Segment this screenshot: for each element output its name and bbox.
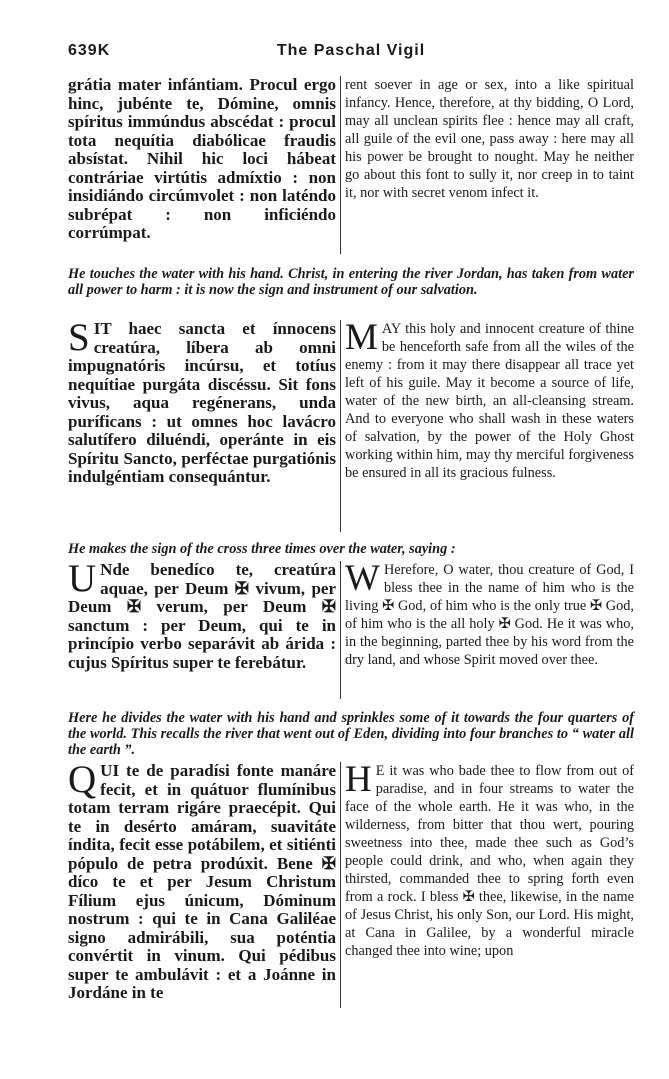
latin-text [68,557,336,672]
latin-body: Nde benedíco te, creatúra aquae, per Deum ✠ vivum, per Deum ✠ verum, per Deum ✠ sanctum : per Deum, qui te in princípio verbo separávit ab árida : cujus Spíritus super te ferebátur. [68,560,336,672]
english-body: AY this holy and innocent creature of thine be henceforth safe from all the wiles of the enemy : from it may there disappear all trace yet left of his guile. May it become a source of life, water of the new birth, an all-cleansing stream. And to everyone who shall wash in these waters of salvation, by the power of the Holy Ghost working within him, may thy merciful forgiveness be ensured in all its gracious fulness. [345,321,634,481]
column-divider [340,762,341,1008]
english-body: Herefore, O water, thou creature of God, I bless thee in the name of him who is the living ✠ God, of him who is the only true ✠ God, of him who is the all holy ✠ God. He it was who, in the beginning, parted thee by his word from the dry land, and whose Spirit moved over thee. [345,562,634,668]
english-text [345,317,634,482]
rubric-sign-of-cross: He makes the sign of the cross three times over the water, saying : [68,541,456,557]
column-divider [340,76,341,254]
section-qui-te-de-paradisi [68,758,634,1010]
page-title: The Paschal Vigil [276,42,426,59]
drop-cap: U [68,557,97,600]
latin-text [68,316,336,487]
english-text: rent soever in age or sex, into a like spiritual infancy. Hence, therefore, at thy bidding, O Lord, may all unclean spirits flee : hence may all craft, all guile of the evil one, pass away : here may all his power be brought to nought. May he neither go about this font to sully it, nor creep in to taint it, nor with secret venom infect it. [345,77,634,201]
page-header [68,42,634,64]
latin-body: IT haec sancta et ínnocens creatúra, líbera ab omni impugnatóris incúrsu, et totíus nequítiae purgáta discéssu. Sit fons vivus, aqua regénerans, unda puríficans : ut omnes hoc lavácro salutífero diluéndi, operánte in eis Spíritu Sancto, perféctae purgatiónis indulgéntiam consequántur. [68,319,336,486]
drop-cap: S [68,316,90,359]
rubric-divides-water: Here he divides the water with his hand and sprinkles some of it towards the four quarters of the world. This recalls the river that went out of Eden, dividing into four branches to “ water all the earth ”. [68,710,634,758]
english-body: E it was who bade thee to flow from out of paradise, and in four streams to water the face of the whole earth. He it was who, in the wilderness, from bitter that thou wert, pouring sweetness into thee, made thee such as God’s people could drink, and who, when again they thirsted, commanded thee to spring forth even from a rock. I bless ✠ thee, likewise, in the name of Jesus Christ, his only Son, our Lord. His might, at Cana in Galilee, by a wonderful miracle changed thee into wine; upon [345,763,634,959]
drop-cap: Q [68,758,97,801]
drop-cap: M [345,317,378,358]
section-opening-prayer [68,76,634,256]
latin-text: grátia mater infántiam. Procul ergo hinc, jubénte te, Dómine, omnis spíritus immúndus abscédat : procul tota nequítia diabólicae fraudis absístat. Nihil hic loci hábeat contráriae virtútis admíxtio : non insidiándo circúmvolet : non laténdo subrépat : non inficiéndo corrúmpat. [68,75,336,242]
column-divider [340,320,341,532]
page-number: 639K [68,42,111,59]
drop-cap: H [345,759,372,800]
section-sit-haec-sancta [68,316,634,532]
section-unde-benedico [68,557,634,701]
latin-body: UI te de paradísi fonte manáre fecit, et in quátuor flumínibus totam terram rigáre praecépit. Qui te in desérto amáram, suavitáte índita, fecit esse potábilem, et sitiénti pópulo de petra prodúxit. Bene ✠ díco te et per Jesum Christum Fílium ejus únicum, Dóminum nostrum : qui te in Cana Galiléae signo admirábili, sua poténtia convértit in vinum. Qui pédibus super te ambulávit : et a Joánne in Jordáne in te [68,761,336,1002]
drop-cap: W [345,558,380,599]
english-text [345,558,634,669]
latin-text [68,758,336,1003]
rubric-touches-water: He touches the water with his hand. Christ, in entering the river Jordan, has taken from water all power to harm : it is now the sign and instrument of our salvation. [68,266,634,298]
column-divider [340,561,341,699]
english-text [345,759,634,960]
